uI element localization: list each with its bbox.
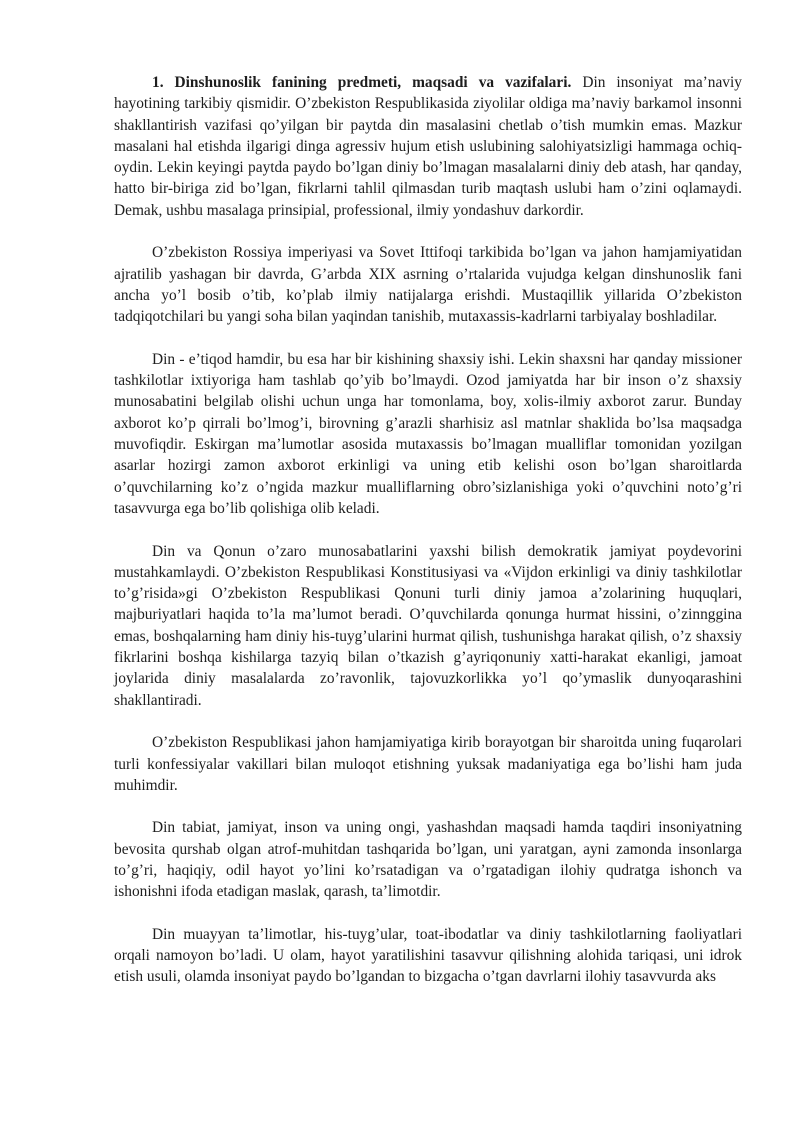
paragraph-5: O’zbekiston Respublikasi jahon hamjamiyatiga kirib borayotgan bir sharoitda uning fuqarolari turli konfessiyalar vakillari bilan muloqot etishning yuksak madaniyatiga ega bo’lishi ham juda muhimdir. [114, 734, 742, 794]
paragraph-4: Din va Qonun o’zaro munosabatlarini yaxshi bilish demokratik jamiyat poydevorini mustahkamlaydi. O’zbekiston Respublikasi Konstitusiyasi va «Vijdon erkinligi va diniy tashkilotlar to’g’risida»gi O’zbekiston Respublikasi Qonuni turli diniy jamoa a’zolarining huquqlari, majburiyatlari haqida to’la ma’lumot beradi. O’quvchilarda qonunga hurmat hissini, o’zinnggina emas, boshqalarning ham diniy his-tuyg’ularini hurmat qilish, tushunishga harakat qilish, o’z shaxsiy fikrlarini boshqa kishilarga tazyiq bilan o’tkazish g’ayriqonuniy xatti-harakat ekanligi, jamoat joylarida diniy masalalarda zo’ravonlik, tajovuzkorlikka yo’l qo’ymaslik dunyoqarashini shakllantiradi. [114, 542, 742, 709]
paragraph-1 [114, 72, 742, 221]
paragraph-7: Din muayyan ta’limotlar, his-tuyg’ular, toat-ibodatlar va diniy tashkilotlarning faoliyatlari orqali namoyon bo’ladi. U olam, hayot yaratilishini tasavvur qilishning alohida tariqasi, uni idrok etish usuli, olamda insoniyat paydo bo’lgandan to bizgacha o’tgan davrlarni ilohiy tasavvurda aks [114, 925, 742, 986]
section-heading: 1. Dinshunoslik fanining predmeti, maqsadi va vazifalari. [152, 74, 572, 91]
paragraph-1-text: Din insoniyat ma’naviy hayotining tarkibiy qismidir. O’zbekiston Respublikasida ziyolilar oldiga ma’naviy barkamol insonni shakllantirish vazifasi qo’yilgan bir paytda din masalasini chetlab o’tish mumkin emas. Mazkur masalani hal etishda ilgarigi dinga agressiv hujum etish uslubining salohiyatsizligi hammaga ochiq-oydin. Lekin keyingi paytda paydo bo’lgan diniy bo’lmagan masalalarni diniy deb atash, har qanday, hatto bir-biriga zid bo’lgan, fikrlarni tahlil qilmasdan turib maqtash uslubi ham o’zini oqlamaydi. Demak, ushbu masalaga prinsipial, professional, ilmiy yondashuv darkordir. [114, 74, 742, 219]
paragraph-6: Din tabiat, jamiyat, inson va uning ongi, yashashdan maqsadi hamda taqdiri insoniyatning bevosita qurshab olgan atrof-muhitdan tashqarida bo’lgan, uni yaratgan, ayni zamonda insonlarga to’g’ri, haqiqiy, odil hayot yo’lini ko’rsatadigan va o’rgatadigan ilohiy qudratga ishonch va ishonishni ifoda etadigan maslak, qarash, ta’limotdir. [114, 819, 742, 901]
paragraph-2: O’zbekiston Rossiya imperiyasi va Sovet Ittifoqi tarkibida bo’lgan va jahon hamjamiyatidan ajratilib yashagan bir davrda, G’arbda XIX asrning o’rtalarida vujudga kelgan dinshunoslik fani ancha yo’l bosib o’tib, ko’plab ilmiy natijalarga erishdi. Mustaqillik yillarida O’zbekiston tadqiqotchilari bu yangi soha bilan yaqindan tanishib, mutaxassis-kadrlarni tarbiyalay boshladilar. [114, 244, 742, 326]
paragraph-3: Din - e’tiqod hamdir, bu esa har bir kishining shaxsiy ishi. Lekin shaxsni har qanday missioner tashkilotlar ixtiyoriga ham tashlab qo’yib bo’lmaydi. Ozod jamiyatda har bir inson o’z shaxsiy munosabatini belgilab olishi uchun unga har tomonlama, boy, xolis-ilmiy axborot zarur. Bunday axborot ko’p qirrali bo’lmog’i, birovning g’arazli sharhisiz asl matnlar shaklida bo’lsa maqsadga muvofiqdir. Eskirgan ma’lumotlar asosida mutaxassis bo’lmagan mualliflar tomonidan yozilgan asarlar hozirgi zamon axborot erkinligi va uning etib kelishi oson bo’lgan sharoitlarda o’quvchilarning ko’z o’ngida mazkur mualliflarning obro’sizlanishiga yoki o’quvchini noto’g’ri tasavvurga ega bo’lib qolishiga olib keladi. [114, 350, 742, 517]
